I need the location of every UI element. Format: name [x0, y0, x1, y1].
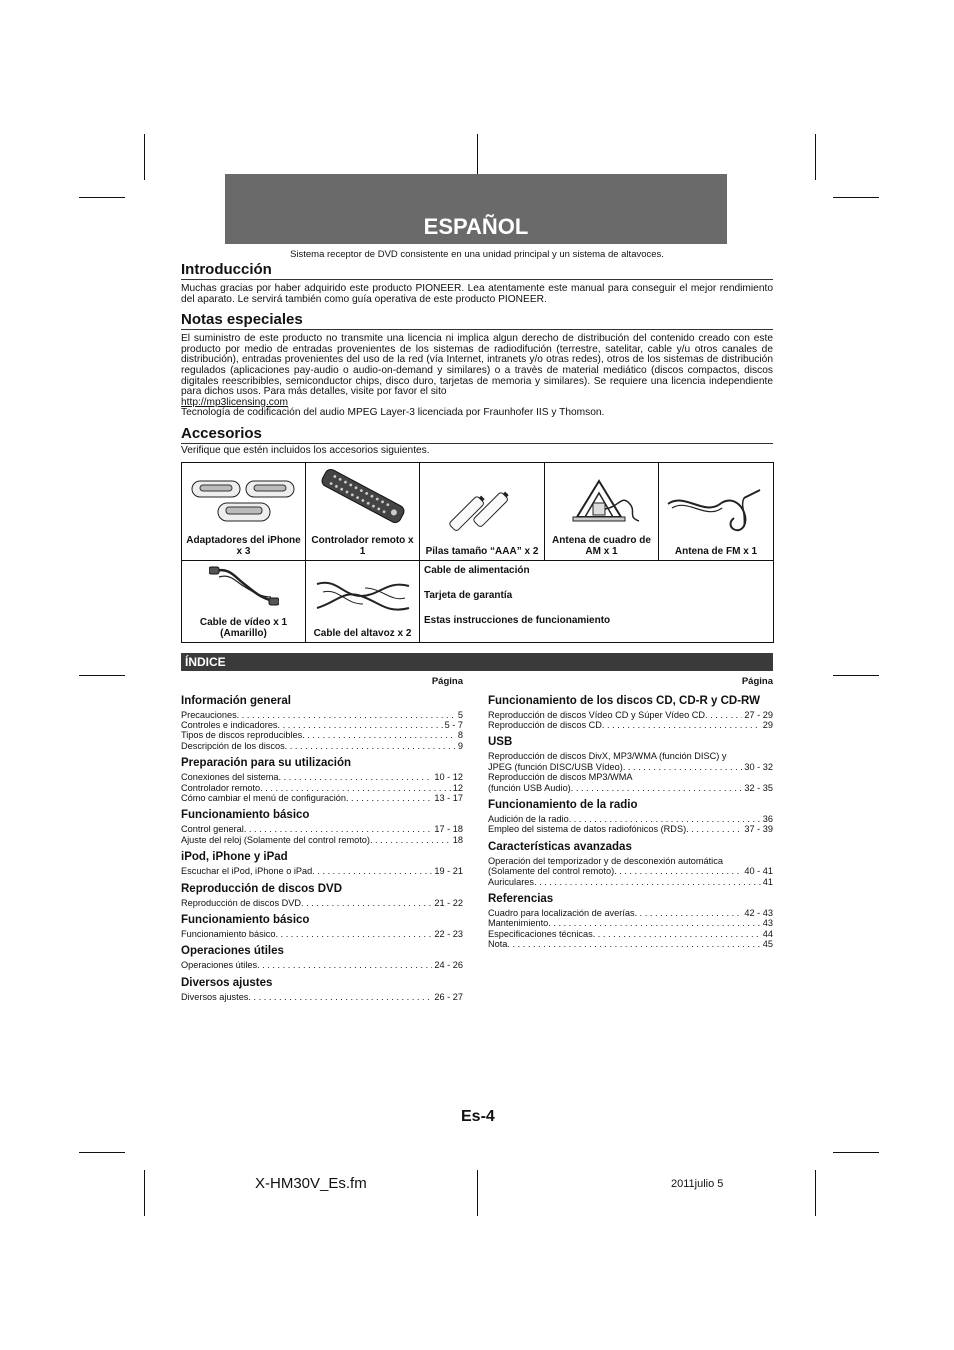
- index-entry[interactable]: [181, 710, 463, 720]
- index-entry-prefix: Reproducción de discos MP3/WMA: [488, 772, 633, 783]
- intro-text: Muchas gracias por haber adquirido este producto PIONEER. Lea atentamente este manual para conseguir el mejor rendimiento del aparato. Le servirá también como guía operativa de este producto PIONEER.: [181, 283, 773, 305]
- index-section-title: Preparación para su utilización: [181, 757, 351, 770]
- index-entry-page: 24 - 26: [434, 960, 463, 971]
- footer-date: 2011julio 5: [671, 1178, 724, 1190]
- video-cable-icon: [209, 563, 279, 609]
- accessories-table: [181, 462, 774, 643]
- page-number: Es-4: [461, 1108, 495, 1125]
- index-entry-label: Control general: [181, 824, 244, 835]
- index-entry[interactable]: [181, 720, 463, 730]
- index-entry-page: 5: [457, 709, 463, 720]
- accessory-label: Controlador remoto x 1: [311, 534, 414, 557]
- dot-leader: [635, 908, 743, 918]
- index-section-title: iPod, iPhone y iPad: [181, 851, 288, 864]
- index-entry-label: Cuadro para localización de averías: [488, 908, 635, 918]
- index-entry-label: Precauciones: [181, 709, 237, 720]
- index-entry-prefix: Reproducción de discos DivX, MP3/WMA (función DISC) y: [488, 751, 727, 762]
- index-entry-label: Audición de la radio: [488, 813, 569, 824]
- dot-leader: [507, 939, 760, 949]
- accessory-list-cell: [420, 560, 774, 642]
- index-entry[interactable]: [181, 783, 463, 793]
- battery-icon: [447, 486, 517, 538]
- index-entry[interactable]: [181, 929, 463, 939]
- index-entry[interactable]: [488, 720, 773, 730]
- dot-leader: [705, 710, 742, 720]
- index-entry-label: Especificaciones técnicas: [488, 928, 593, 939]
- page-column-label: Página: [741, 675, 773, 687]
- dot-leader: [302, 730, 456, 740]
- accessory-label: Cable de vídeo x 1 (Amarillo): [199, 616, 288, 639]
- crop-mark: [79, 197, 125, 198]
- licensing-link[interactable]: http://mp3licensing.com: [181, 396, 289, 408]
- index-entry-page: 44: [762, 928, 773, 939]
- index-entry-page: 41: [762, 876, 773, 887]
- main-content: [181, 261, 773, 1001]
- dot-leader: [275, 929, 432, 939]
- accessory-label: Antena de FM x 1: [674, 545, 758, 557]
- index-entry-label: Controlador remoto: [181, 782, 261, 793]
- index-entry-label: Mantenimiento: [488, 918, 549, 929]
- crop-mark: [833, 197, 879, 198]
- remote-control-icon: [315, 465, 411, 527]
- dot-leader: [571, 783, 743, 793]
- language-banner: [225, 174, 727, 244]
- dot-leader: [312, 866, 432, 876]
- index-section-title: Operaciones útiles: [181, 945, 284, 958]
- dot-leader: [248, 992, 432, 1002]
- index-entry-page: 42 - 43: [744, 908, 773, 918]
- index-entry-label: Controles e indicadores: [181, 719, 278, 730]
- index-entry-label: Cómo cambiar el menú de configuración: [181, 792, 346, 803]
- index-entry-page: 26 - 27: [434, 991, 463, 1002]
- accessory-cell: [306, 560, 420, 642]
- index-entry-page: 17 - 18: [434, 824, 463, 835]
- index-sections-right: [488, 695, 773, 950]
- index-entry-label: Nota: [488, 939, 508, 950]
- dot-leader: [346, 793, 432, 803]
- accessory-cell: [659, 462, 774, 560]
- crop-mark: [79, 1152, 125, 1153]
- crop-mark: [144, 1170, 145, 1216]
- dot-leader: [278, 720, 443, 730]
- crop-mark: [144, 134, 145, 180]
- accesorios-heading: Accesorios: [181, 425, 773, 444]
- dot-leader: [237, 710, 456, 720]
- crop-mark: [833, 675, 879, 676]
- dot-leader: [257, 960, 432, 970]
- index-entry-label: Descripción de los discos: [181, 740, 285, 751]
- am-loop-antenna-icon: [557, 473, 647, 527]
- index-entry-page: 27 - 29: [744, 709, 773, 720]
- crop-mark: [477, 1170, 478, 1216]
- index-entry-page: 10 - 12: [434, 772, 463, 783]
- index-section-title: Diversos ajustes: [181, 976, 273, 989]
- index-section-title: Funcionamiento básico: [181, 914, 310, 926]
- index-section-title: USB: [488, 736, 513, 749]
- iphone-adapter-icon: [188, 475, 300, 527]
- index-entry-label: Empleo del sistema de datos radiofónicos (RDS): [488, 824, 687, 835]
- dot-leader: [602, 720, 761, 730]
- index-entry-label: Tipos de discos reproducibles: [181, 730, 303, 741]
- index-entry[interactable]: [488, 866, 773, 876]
- accessory-extra: Estas instrucciones de funcionamiento: [424, 614, 611, 626]
- index-entry-page: 9: [457, 740, 463, 751]
- dot-leader: [260, 783, 451, 793]
- accessory-cell: [306, 462, 420, 560]
- index-entry[interactable]: [181, 835, 463, 845]
- crop-mark: [815, 1170, 816, 1216]
- index-entry[interactable]: [181, 772, 463, 782]
- index-entry[interactable]: [488, 929, 773, 939]
- index-section-title: Funcionamiento básico: [181, 809, 310, 822]
- index-column-right: [488, 671, 773, 950]
- index-entry-label: Ajuste del reloj (Solamente del control remoto): [181, 834, 370, 845]
- index-entry[interactable]: [181, 960, 463, 970]
- index-column-left: [181, 671, 463, 1003]
- index-entry-page: 18: [452, 834, 463, 845]
- index-entry-page: 5 - 7: [444, 719, 463, 730]
- index-entry-page: 19 - 21: [434, 866, 463, 877]
- index-section-title: Características avanzadas: [488, 840, 632, 853]
- accessory-label: Cable del altavoz x 2: [313, 627, 412, 639]
- index-section-title: Funcionamiento de los discos CD, CD-R y CD-RW: [488, 694, 760, 707]
- subtitle: Sistema receptor de DVD consistente en una unidad principal y un sistema de altavoces.: [290, 249, 664, 260]
- index-section-title: Reproducción de discos DVD: [181, 882, 343, 895]
- dot-leader: [285, 741, 456, 751]
- index-entry[interactable]: [488, 814, 773, 824]
- index-entry-page: 45: [762, 939, 773, 950]
- index-entry[interactable]: [181, 992, 463, 1002]
- notas-heading: Notas especiales: [181, 311, 773, 330]
- accessory-cell: [545, 462, 659, 560]
- accessory-extra: Cable de alimentación: [424, 564, 530, 576]
- index-entry[interactable]: [488, 939, 773, 949]
- index-entry[interactable]: [181, 866, 463, 876]
- index-entry[interactable]: [488, 908, 773, 918]
- index-columns: [181, 671, 773, 1001]
- index-entry-prefix: Operación del temporizador y de desconexión automática: [488, 855, 723, 866]
- intro-heading: Introducción: [181, 261, 773, 280]
- fm-antenna-icon: [664, 486, 768, 538]
- index-entry-label: Escuchar el iPod, iPhone o iPad: [181, 866, 313, 877]
- page-column-label: Página: [431, 675, 463, 687]
- dot-leader: [569, 814, 761, 824]
- dot-leader: [534, 877, 761, 887]
- notas-text: [181, 334, 773, 419]
- index-entry-label: Auriculares: [488, 876, 534, 887]
- crop-mark: [815, 134, 816, 180]
- notas-text2: Tecnología de codificación del audio MPEG Layer-3 licenciada por Fraunhofer IIS y Thomson.: [181, 407, 605, 419]
- dot-leader: [548, 918, 761, 928]
- index-entry[interactable]: [181, 793, 463, 803]
- dot-leader: [593, 929, 761, 939]
- index-entry-label: (función USB Audio): [488, 782, 571, 793]
- dot-leader: [686, 824, 742, 834]
- index-section-title: Información general: [181, 694, 291, 707]
- index-entry-page: 8: [457, 730, 463, 741]
- accesorios-intro: Verifique que estén incluidos los accesorios siguientes.: [181, 444, 430, 456]
- index-entry-page: 22 - 23: [434, 929, 463, 939]
- dot-leader: [614, 866, 742, 876]
- banner-title: ESPAÑOL: [423, 214, 529, 239]
- index-entry[interactable]: [181, 898, 463, 908]
- index-entry-label: Diversos ajustes: [181, 991, 249, 1002]
- dot-leader: [623, 762, 743, 772]
- crop-mark: [833, 1152, 879, 1153]
- accessory-extra: Tarjeta de garantía: [424, 589, 513, 601]
- accessory-label: Antena de cuadro de AM x 1: [552, 534, 651, 557]
- index-entry-label: (Solamente del control remoto): [488, 866, 615, 877]
- index-entry[interactable]: [488, 710, 773, 720]
- index-entry-page: 13 - 17: [434, 792, 463, 803]
- index-entry-label: Conexiones del sistema: [181, 772, 279, 783]
- speaker-cable-icon: [313, 574, 413, 620]
- accessory-cell: [182, 560, 306, 642]
- dot-leader: [370, 835, 451, 845]
- index-section-title: Funcionamiento de la radio: [488, 798, 638, 811]
- index-entry-page: 12: [452, 782, 463, 793]
- index-entry[interactable]: [488, 877, 773, 887]
- index-entry[interactable]: [488, 824, 773, 834]
- index-entry-page: 30 - 32: [744, 761, 773, 772]
- index-entry-label: Reproducción de discos CD: [488, 719, 602, 730]
- index-entry[interactable]: [488, 783, 773, 793]
- index-entry-page: 32 - 35: [744, 782, 773, 793]
- index-entry[interactable]: [181, 741, 463, 751]
- index-section-title: Referencias: [488, 893, 554, 905]
- accessory-cell: [420, 462, 545, 560]
- index-entry[interactable]: [181, 824, 463, 834]
- index-entry[interactable]: [181, 730, 463, 740]
- dot-leader: [244, 824, 433, 834]
- index-entry-page: 29: [762, 719, 773, 730]
- index-entry-page: 36: [762, 813, 773, 824]
- index-entry-label: JPEG (función DISC/USB Vídeo): [488, 761, 623, 772]
- index-entry-label: Reproducción de discos Vídeo CD y Súper Vídeo CD: [488, 709, 706, 720]
- index-entry-page: 43: [762, 918, 773, 929]
- accessory-label: Pilas tamaño “AAA” x 2: [425, 545, 539, 557]
- dot-leader: [301, 898, 432, 908]
- accessory-label: Adaptadores del iPhone x 3: [186, 534, 301, 557]
- index-entry-label: Reproducción de discos DVD: [181, 897, 302, 908]
- index-entry-page: 37 - 39: [744, 824, 773, 835]
- accessory-cell: [182, 462, 306, 560]
- notas-body: El suministro de este producto no transmite una licencia ni implica algun derecho de distribución del contenido creado con este producto por medio de entradas provenientes de los sistemas de radiodifución (terrestre, satelitar, cable y/u otros canales de distribución), entradas provenientes del uso de la red (vía Internet, intranets y/o otras redes), otros de los sistemas de distribución regulados (aplicaciones pay-audio o audio-on-demand y similares) o a travès de material mediático (discos compactos, discos digitales reescribibles, semiconductor chips, disco duro, tarjetas de memoria y similares). Se requiere una licencia independiente para dichos usos. Para más detalles, visite por favor el sito: [181, 333, 773, 398]
- index-entry-label: Funcionamiento básico: [181, 929, 276, 939]
- index-entry-label: Operaciones útiles: [181, 960, 258, 971]
- footer-filename: X-HM30V_Es.fm: [255, 1175, 367, 1192]
- index-entry[interactable]: [488, 762, 773, 772]
- index-sections-left: [181, 695, 463, 1003]
- index-entry[interactable]: [488, 918, 773, 928]
- index-entry-page: 40 - 41: [744, 866, 773, 877]
- index-heading: ÍNDICE: [181, 653, 773, 671]
- dot-leader: [279, 772, 433, 782]
- crop-mark: [79, 675, 125, 676]
- index-entry-page: 21 - 22: [434, 897, 463, 908]
